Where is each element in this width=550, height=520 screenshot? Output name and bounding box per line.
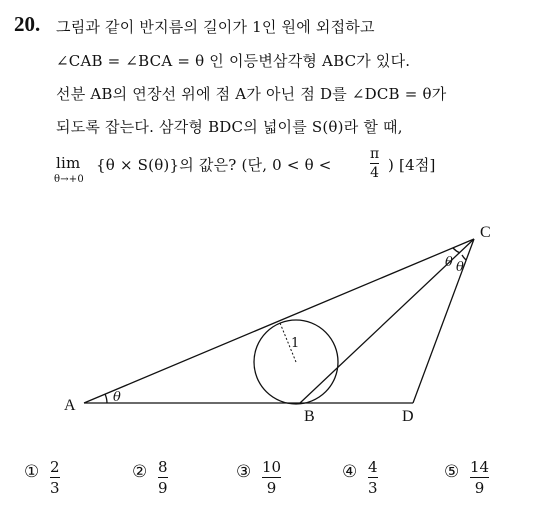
fraction-bar: [370, 163, 379, 164]
fraction-bar: [470, 477, 489, 478]
fraction-bar: [262, 477, 281, 478]
label-B: B: [304, 408, 315, 425]
question-text-line2: ∠CAB = ∠BCA = θ 인 이등변삼각형 ABC가 있다.: [56, 52, 411, 70]
choice-5-numerator: 14: [470, 458, 490, 476]
limit-operator: lim: [56, 154, 81, 172]
choice-4-numerator: 4: [368, 458, 378, 476]
question-text-line3: 선분 AB의 연장선 위에 점 A가 아닌 점 D를 ∠DCB = θ가: [56, 85, 447, 103]
choice-5-denominator: 9: [474, 479, 485, 497]
fraction-bar: [158, 477, 168, 478]
fraction-bar: [368, 477, 378, 478]
choice-3-denominator: 9: [266, 479, 277, 497]
angle-arc-C1: [453, 248, 460, 253]
pi-over-4-fraction: [370, 146, 379, 181]
angle-label-C1: θ: [445, 255, 453, 270]
limit-expression-tail: ) [4점]: [388, 156, 436, 174]
question-number: 20.: [14, 12, 41, 36]
question-limit-line: [56, 148, 536, 192]
choice-1-mark: ①: [24, 462, 40, 482]
choice-2-denominator: 9: [158, 479, 168, 497]
question-text-line4: 되도록 잡는다. 삼각형 BDC의 넓이를 S(θ)라 할 때,: [56, 118, 403, 136]
choice-2-fraction: [158, 458, 168, 497]
limit-expression: {θ × S(θ)}의 값은? (단, 0 < θ <: [96, 156, 332, 174]
choice-3-fraction: [262, 458, 281, 497]
radius-label: 1: [291, 336, 300, 351]
label-C: C: [480, 224, 491, 241]
choice-2-numerator: 8: [158, 458, 168, 476]
choice-3-mark: ③: [236, 462, 252, 482]
angle-arc-A: [105, 394, 107, 403]
label-A: A: [64, 397, 76, 414]
fraction-numerator: π: [370, 146, 380, 162]
label-D: D: [402, 408, 414, 425]
choice-1-numerator: 2: [50, 458, 60, 476]
segment-AC: [84, 239, 474, 403]
angle-label-A: θ: [113, 390, 121, 405]
choice-2-mark: ②: [132, 462, 148, 482]
choice-5-fraction: [470, 458, 489, 497]
choice-4-mark: ④: [342, 462, 358, 482]
triangle-figure: [0, 215, 550, 430]
fraction-bar: [50, 477, 60, 478]
angle-label-C2: θ: [456, 260, 464, 275]
choice-4-denominator: 3: [368, 479, 378, 497]
segment-CD: [413, 239, 474, 403]
choice-3-numerator: 10: [262, 458, 282, 476]
choice-4-fraction: [368, 458, 378, 497]
choice-5-mark: ⑤: [444, 462, 460, 482]
fraction-denominator: 4: [370, 165, 380, 181]
choice-1-fraction: [50, 458, 60, 497]
choice-1-denominator: 3: [50, 479, 60, 497]
question-text-line1: 그림과 같이 반지름의 길이가 1인 원에 외접하고: [56, 18, 375, 36]
limit-subscript: θ→+0: [54, 174, 84, 185]
